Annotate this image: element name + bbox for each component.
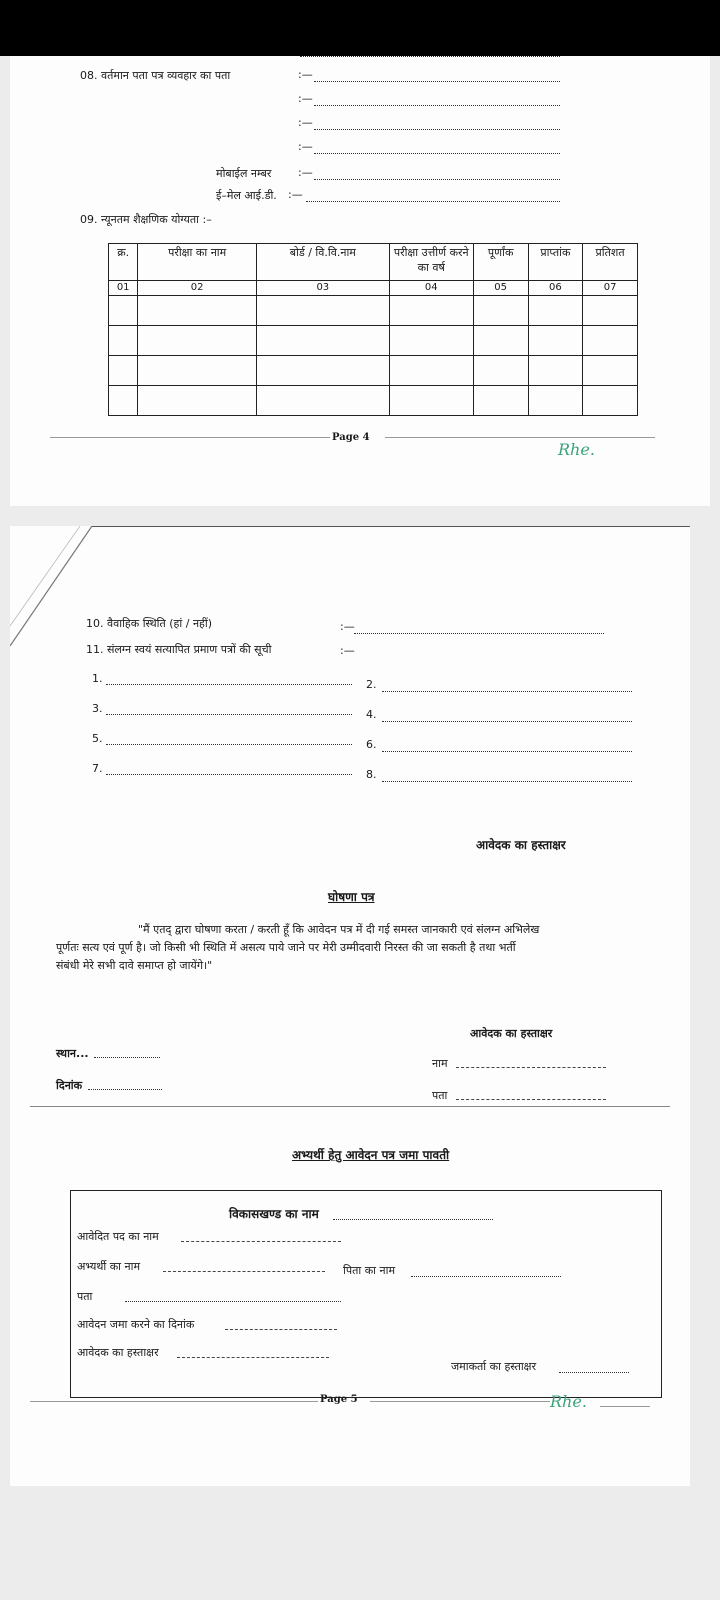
applicant-signature-label: आवेदक का हस्ताक्षर xyxy=(470,1027,553,1040)
candidate-label: अभ्यर्थी का नाम xyxy=(77,1260,141,1273)
colon: :— xyxy=(340,644,355,657)
colon: :— xyxy=(288,188,303,201)
colon: :— xyxy=(298,166,313,179)
table-cell: 02 xyxy=(138,281,257,296)
table-row xyxy=(109,296,638,326)
receipt-box xyxy=(70,1190,662,1398)
list-number: 6. xyxy=(366,738,377,751)
list-number: 5. xyxy=(92,732,103,745)
list-number: 2. xyxy=(366,678,377,691)
marital-status-line xyxy=(354,633,604,634)
table-cell: 07 xyxy=(583,281,638,296)
document-page-5 xyxy=(10,526,690,1486)
email-label: ई–मेल आई.डी. xyxy=(216,189,277,202)
list-number: 8. xyxy=(366,768,377,781)
col-header: बोर्ड / वि.वि.नाम xyxy=(256,244,389,281)
colon: :— xyxy=(298,140,313,153)
addr-label: पता xyxy=(77,1290,93,1303)
table-cell: 04 xyxy=(389,281,473,296)
colon: :— xyxy=(298,116,313,129)
declaration-text: संबंधी मेरे सभी दावे समाप्त हो जायेंगे।" xyxy=(56,959,213,972)
page-footer: Page 4 xyxy=(332,432,370,443)
document-page-4 xyxy=(10,56,710,506)
applicant-sign-label: आवेदक का हस्ताक्षर xyxy=(77,1346,159,1359)
block-name-label: विकासखण्ड का नाम xyxy=(229,1207,319,1221)
father-label: पिता का नाम xyxy=(343,1264,396,1277)
col-header: प्रतिशत xyxy=(583,244,638,281)
date-label: दिनांक xyxy=(56,1079,83,1092)
status-bar xyxy=(0,0,720,56)
item-11-label: 11. संलग्न स्वयं सत्यापित प्रमाण पत्रों की सूची xyxy=(86,643,272,656)
table-row xyxy=(109,326,638,356)
col-header: प्राप्तांक xyxy=(528,244,583,281)
depositor-sign-label: जमाकर्ता का हस्ताक्षर xyxy=(451,1360,537,1373)
list-number: 4. xyxy=(366,708,377,721)
submit-date-label: आवेदन जमा करने का दिनांक xyxy=(77,1318,195,1331)
mobile-label: मोबाईल नम्बर xyxy=(216,167,272,180)
colon: :— xyxy=(340,620,355,633)
table-cell: 05 xyxy=(473,281,528,296)
table-row xyxy=(109,356,638,386)
table-cell: 01 xyxy=(109,281,138,296)
table-cell: 03 xyxy=(256,281,389,296)
col-header: क्र. xyxy=(109,244,138,281)
address-line-2 xyxy=(314,105,560,106)
mobile-line xyxy=(314,179,560,180)
list-number: 3. xyxy=(92,702,103,715)
item-10-label: 10. वैवाहिक स्थिति (हां / नहीं) xyxy=(86,617,213,630)
colon: :— xyxy=(298,92,313,105)
col-header: परीक्षा का नाम xyxy=(138,244,257,281)
table-row xyxy=(109,386,638,416)
address-label: पता xyxy=(432,1089,448,1102)
colon: :— xyxy=(298,68,313,81)
page-footer: Page 5 xyxy=(320,1394,358,1405)
col-header: परीक्षा उत्तीर्ण करने का वर्ष xyxy=(389,244,473,281)
email-line xyxy=(306,201,560,202)
table-header-row xyxy=(109,244,638,281)
declaration-text: पूर्णतः सत्य एवं पूर्ण है। जो किसी भी स्थिति में असत्य पाये जाने पर मेरी उम्मीदवारी निरस्त की जा सकती है तथा भर्ती xyxy=(56,941,516,954)
table-number-row xyxy=(109,281,638,296)
item-09-label: 09. न्यूनतम शैक्षणिक योग्यता :– xyxy=(80,213,212,226)
item-08-label: 08. वर्तमान पता पत्र व्यवहार का पता xyxy=(80,69,231,82)
table-cell: 06 xyxy=(528,281,583,296)
list-number: 7. xyxy=(92,762,103,775)
applicant-signature-label: आवेदक का हस्ताक्षर xyxy=(476,838,566,852)
post-label: आवेदित पद का नाम xyxy=(77,1230,159,1243)
address-line-4 xyxy=(314,153,560,154)
declaration-text: "मैं एतद् द्वारा घोषणा करता / करती हूँ कि आवेदन पत्र में दी गई समस्त जानकारी एवं संलग्न अभिलेख xyxy=(138,923,540,936)
receipt-title: अभ्यर्थी हेतु आवेदन पत्र जमा पावती xyxy=(292,1148,450,1162)
place-label: स्थान... xyxy=(56,1047,89,1060)
declaration-title: घोषणा पत्र xyxy=(328,890,375,904)
name-label: नाम xyxy=(432,1057,448,1070)
signature-mark: Rhe. xyxy=(550,1392,587,1411)
address-line-3 xyxy=(314,129,560,130)
address-line-1 xyxy=(314,81,560,82)
list-number: 1. xyxy=(92,672,103,685)
education-table xyxy=(108,243,638,416)
signature-mark: Rhe. xyxy=(558,440,595,459)
col-header: पूर्णांक xyxy=(473,244,528,281)
